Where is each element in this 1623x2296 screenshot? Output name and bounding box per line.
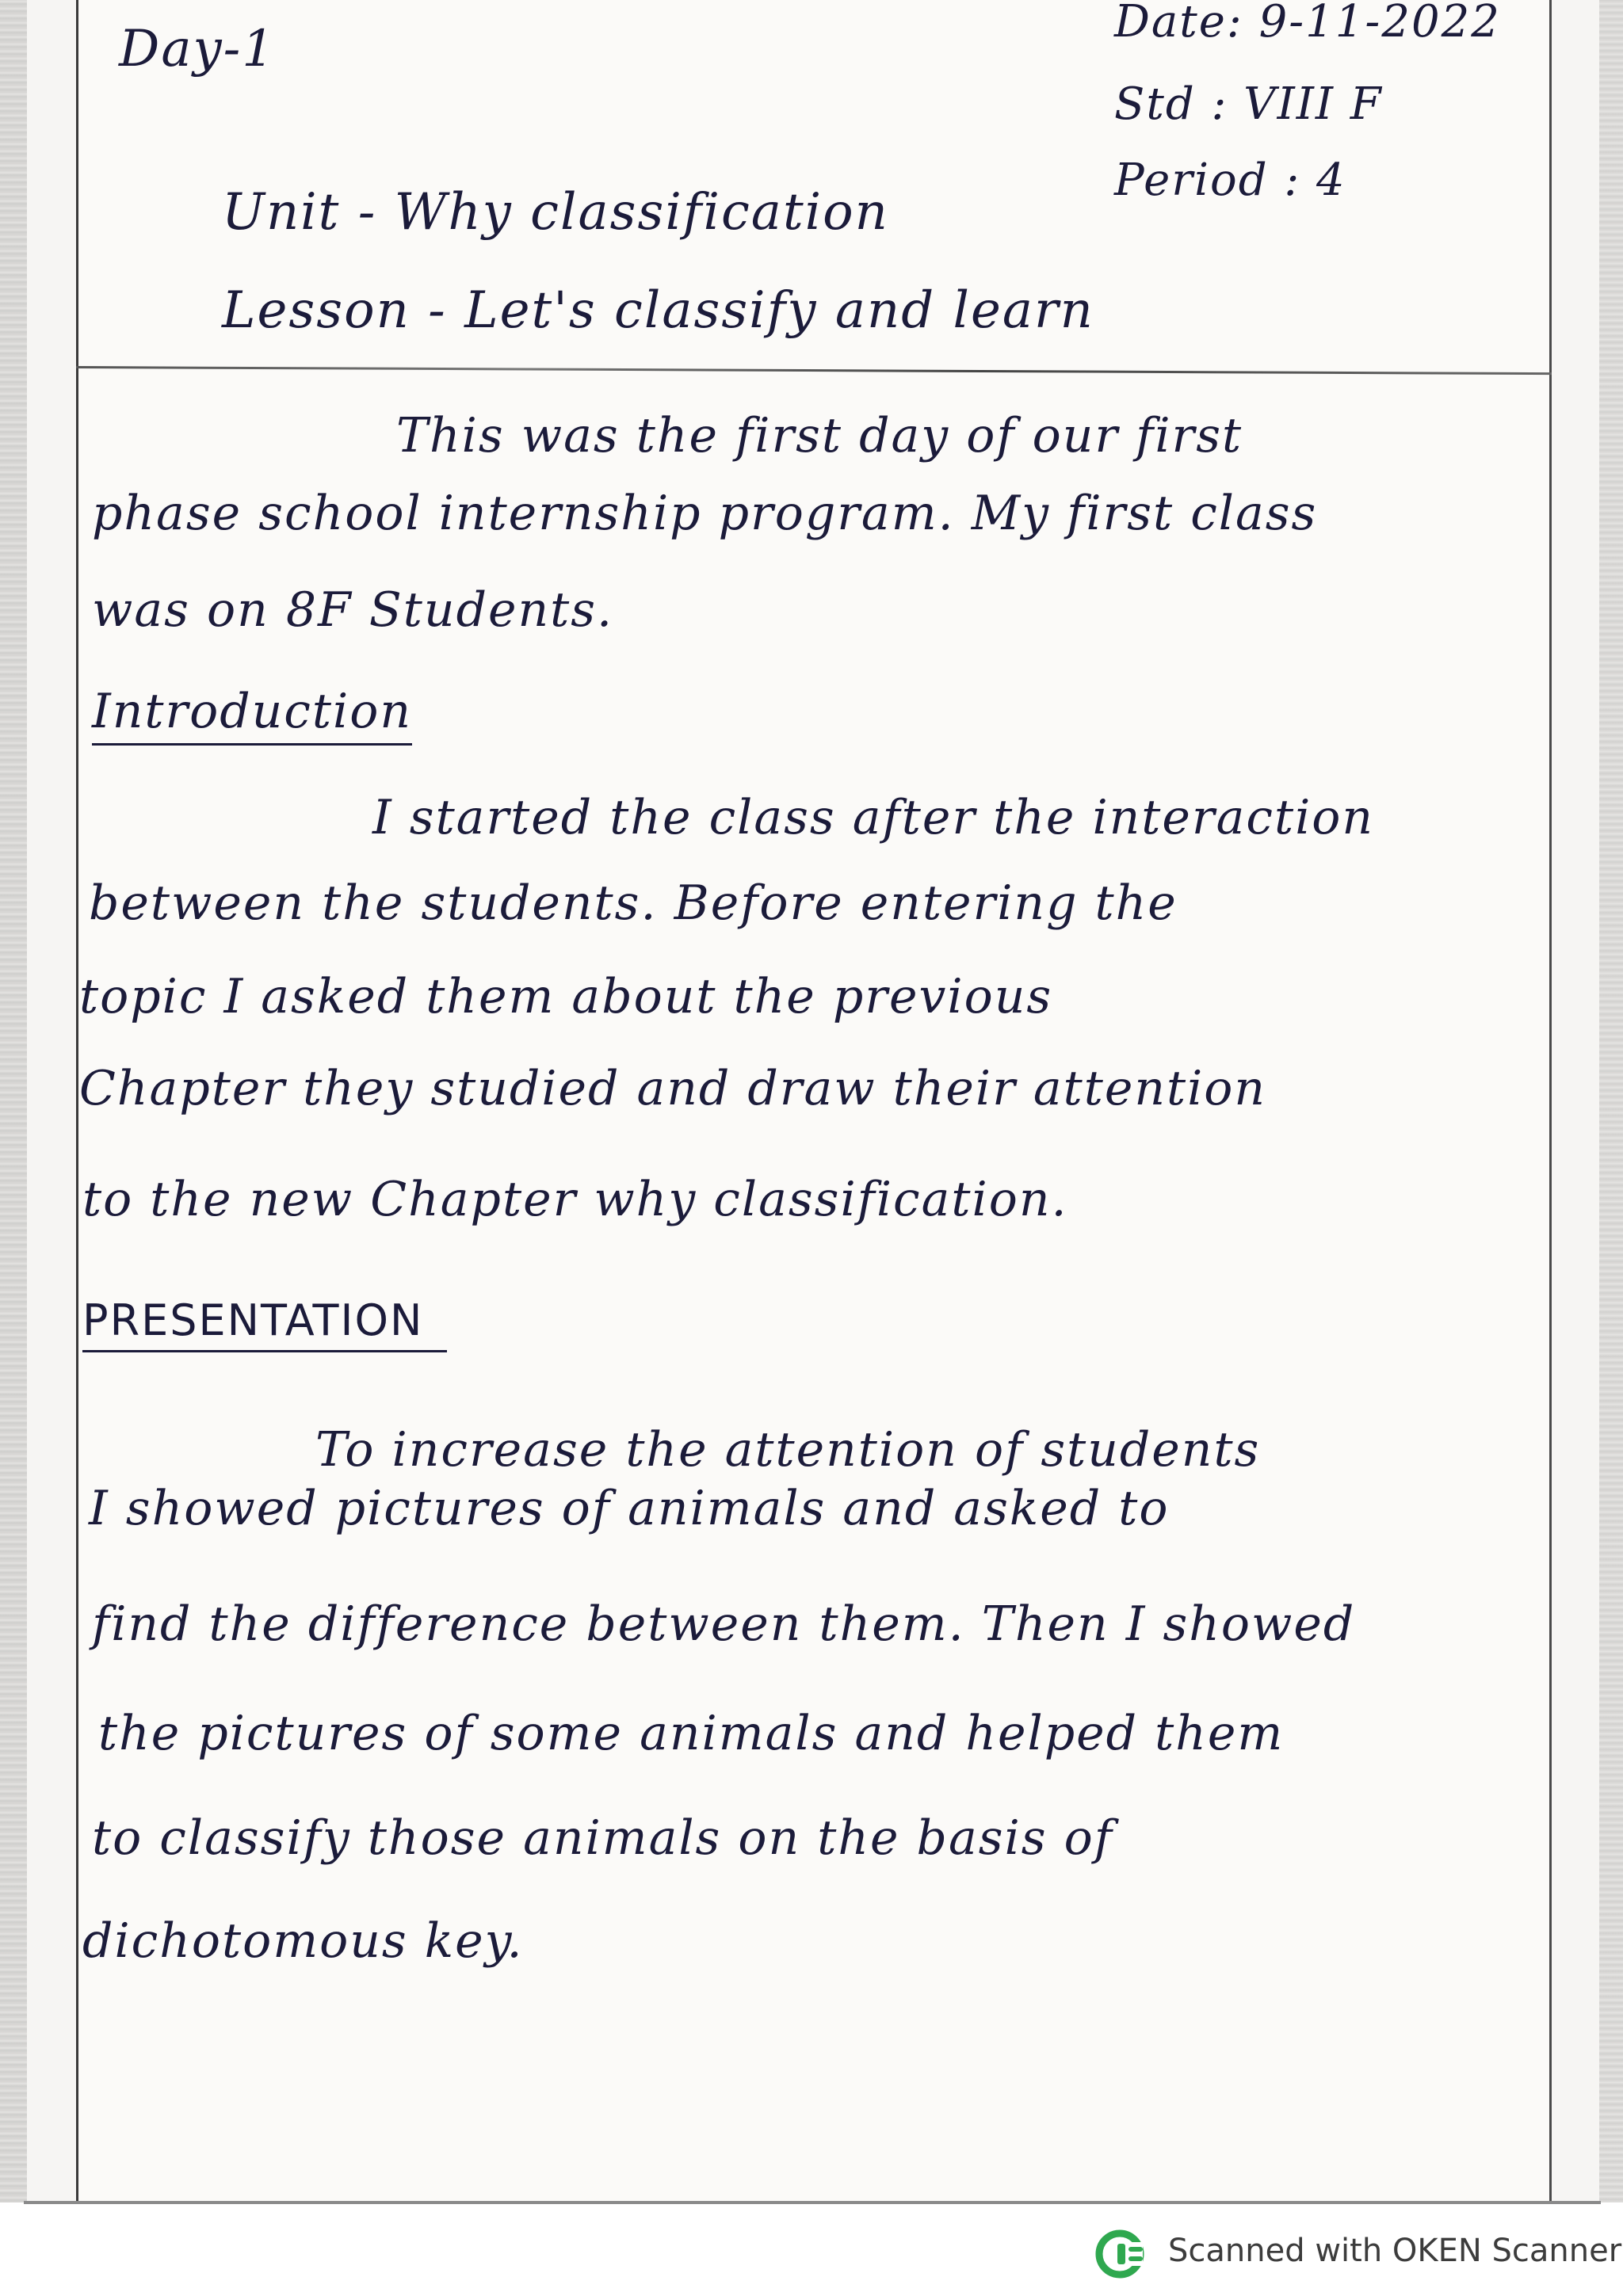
- date-label: Date: 9-11-2022: [1114, 0, 1501, 48]
- std-label: Std : VIII F: [1114, 78, 1383, 130]
- page-bottom-edge: [24, 2201, 1601, 2204]
- presentation-line-3: find the difference between them. Then I showed: [92, 1596, 1356, 1652]
- scanner-watermark-text: Scanned with OKEN Scanner: [1168, 2233, 1622, 2269]
- presentation-heading: PRESENTATION: [82, 1299, 447, 1352]
- introduction-line-1: I started the class after the interaction: [372, 790, 1375, 845]
- scan-edge-left: [0, 0, 27, 2203]
- introduction-heading: Introduction: [92, 688, 412, 746]
- intro-line-2: phase school internship program. My first class: [92, 486, 1318, 541]
- intro-line-1: This was the first day of our first: [396, 408, 1243, 463]
- introduction-line-5: to the new Chapter why classification.: [82, 1172, 1068, 1227]
- lesson-title: Lesson - Let's classify and learn: [222, 281, 1094, 340]
- introduction-line-3: topic I asked them about the previous: [79, 969, 1053, 1024]
- intro-line-3: was on 8F Students.: [92, 582, 614, 638]
- introduction-line-2: between the students. Before entering the: [89, 875, 1178, 931]
- unit-title: Unit - Why classification: [222, 183, 889, 242]
- presentation-line-1: To increase the attention of students: [315, 1422, 1261, 1478]
- presentation-line-6: dichotomous key.: [82, 1913, 524, 1969]
- day-label: Day-1: [119, 20, 276, 78]
- period-label: Period : 4: [1114, 154, 1346, 206]
- presentation-line-2: I showed pictures of animals and asked to: [89, 1481, 1170, 1536]
- presentation-line-4: the pictures of some animals and helped them: [98, 1706, 1285, 1761]
- presentation-line-5: to classify those animals on the basis of: [92, 1810, 1113, 1866]
- scan-edge-right: [1599, 0, 1623, 2203]
- oken-scanner-logo-icon: [1094, 2228, 1146, 2280]
- introduction-line-4: Chapter they studied and draw their attention: [79, 1061, 1267, 1116]
